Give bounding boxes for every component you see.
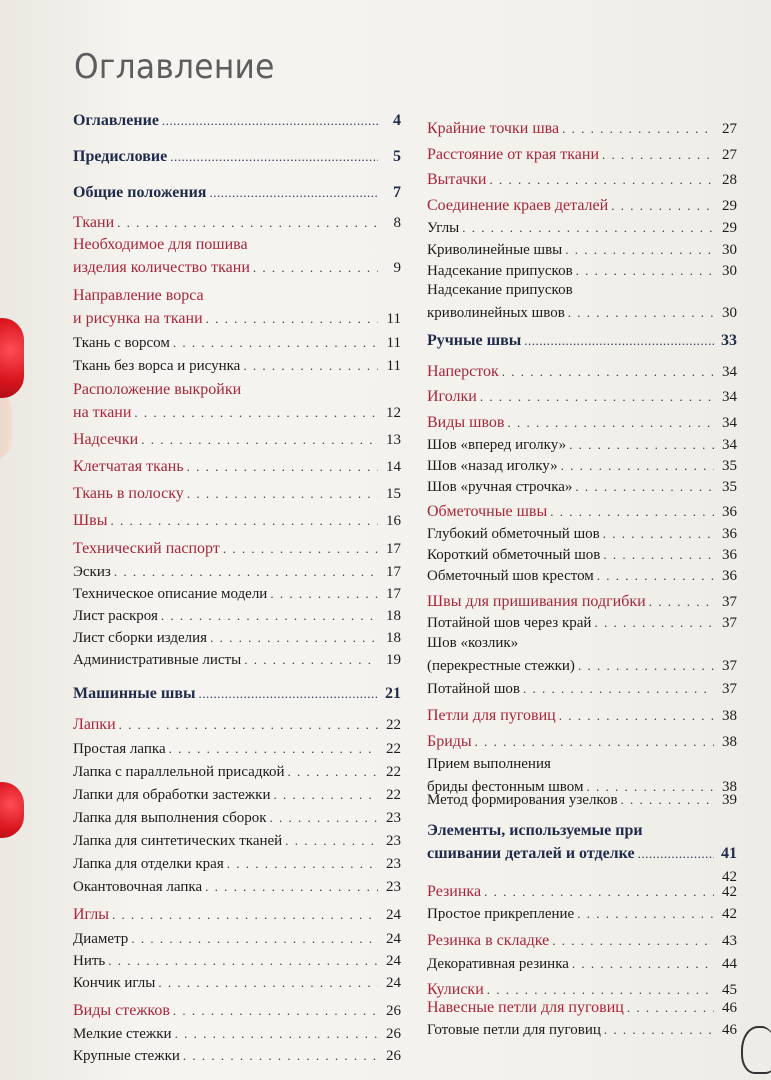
toc-entry[interactable] [427, 262, 737, 280]
toc-entry-label: Резинка в складке [427, 932, 550, 949]
toc-page-number: 29 [722, 220, 737, 236]
toc-page-number: 42 [722, 906, 737, 922]
toc-entry-label: Глубокий обметочный шов [427, 526, 600, 542]
toc-entry-label: Надсечки [73, 431, 139, 448]
toc-entry[interactable] [73, 404, 401, 422]
toc-entry[interactable] [73, 259, 401, 277]
leader-dots [114, 563, 378, 581]
toc-page-number: 46 [722, 1022, 737, 1038]
toc-page-number: 36 [722, 526, 737, 542]
leader-dots [550, 503, 714, 521]
toc-page-number: 35 [722, 479, 737, 495]
toc-entry-label: Шов «вперед иголку» [427, 437, 567, 453]
toc-entry-label: Ткани [73, 214, 115, 231]
toc-entry[interactable] [73, 855, 401, 873]
toc-entry[interactable] [73, 1047, 401, 1065]
toc-entry-line1 [427, 755, 737, 773]
toc-entry-label: Навесные петли для пуговиц [427, 999, 624, 1016]
toc-page-number: 11 [386, 311, 401, 327]
toc-page-number: 36 [722, 547, 737, 563]
leader-dots [462, 219, 714, 237]
toc-entry-label: Машинные швы [73, 685, 196, 702]
toc-entry[interactable] [427, 733, 737, 751]
toc-entry-label: Лапка для выполнения сборок [73, 810, 267, 826]
toc-entry[interactable] [73, 685, 401, 703]
toc-entry[interactable] [427, 332, 737, 350]
toc-page-number: 28 [722, 172, 737, 188]
toc-entry[interactable] [427, 219, 737, 237]
toc-entry-label: Клетчатая ткань [73, 458, 184, 475]
toc-entry[interactable] [427, 503, 737, 521]
leader-dots [507, 414, 714, 432]
toc-entry[interactable] [73, 563, 401, 581]
leader-dots [170, 148, 378, 166]
leader-dots [561, 457, 714, 475]
toc-entry-label: Резинка [427, 883, 482, 900]
leader-dots [649, 593, 714, 611]
toc-page-number: 22 [386, 741, 401, 757]
toc-entry-label: Эскиз [73, 564, 111, 580]
toc-page-number: 37 [722, 594, 737, 610]
toc-entry-label: Лапки для обработки застежки [73, 787, 271, 803]
toc-page-number: 39 [722, 792, 737, 808]
toc-entry[interactable] [73, 906, 401, 924]
leader-dots [187, 458, 378, 476]
toc-entry[interactable] [73, 184, 401, 202]
toc-page-number: 35 [722, 458, 737, 474]
toc-entry-label: Прием выполнения [427, 756, 551, 772]
toc-entry[interactable] [427, 414, 737, 432]
toc-entry[interactable] [73, 629, 401, 647]
toc-entry-label: Крупные стежки [73, 1048, 180, 1064]
toc-entry[interactable] [427, 883, 737, 901]
toc-page-number: 30 [722, 242, 737, 258]
toc-entry[interactable] [73, 1025, 401, 1043]
toc-entry[interactable] [427, 197, 737, 215]
toc-entry-label: (перекрестные стежки) [427, 658, 575, 674]
toc-page-number: 24 [386, 975, 401, 991]
toc-entry-label: Ручные швы [427, 332, 522, 349]
leader-dots [243, 357, 378, 375]
toc-entry[interactable] [73, 148, 401, 166]
leader-dots [604, 1021, 714, 1039]
leader-dots [273, 786, 378, 804]
leader-dots [210, 629, 378, 647]
toc-entry[interactable] [427, 525, 737, 543]
toc-entry-label: Окантовочная лапка [73, 879, 203, 895]
leader-dots [285, 832, 378, 850]
leader-dots [244, 651, 378, 669]
toc-entry[interactable] [427, 981, 737, 999]
toc-entry-label: и рисунка на ткани [73, 310, 203, 327]
toc-entry[interactable] [73, 651, 401, 669]
leader-dots [559, 707, 714, 725]
toc-entry[interactable] [73, 974, 401, 992]
toc-entry[interactable] [73, 607, 401, 625]
toc-entry[interactable] [427, 304, 737, 322]
toc-page-number: 8 [393, 215, 401, 231]
toc-entry[interactable] [427, 707, 737, 725]
toc-entry-label: Лапка для отделки края [73, 856, 224, 872]
toc-entry-label: Простая лапка [73, 741, 166, 757]
toc-page-number: 12 [386, 405, 401, 421]
toc-entry[interactable] [427, 905, 737, 923]
toc-page-number: 24 [386, 953, 401, 969]
toc-entry-label: сшивании деталей и отделке [427, 845, 635, 862]
toc-entry-label: Направление ворса [73, 287, 204, 304]
toc-entry[interactable] [73, 832, 401, 850]
toc-entry[interactable] [73, 485, 401, 503]
leader-dots [489, 171, 714, 189]
fingernail-top [0, 318, 24, 398]
toc-entry-label: Иглы [73, 906, 110, 923]
leader-dots [158, 974, 378, 992]
toc-page-number: 43 [722, 933, 737, 949]
leader-dots [475, 733, 714, 751]
toc-page-number: 34 [722, 437, 737, 453]
leader-dots [205, 878, 378, 896]
toc-entry-line1 [427, 281, 737, 299]
toc-page-number: 42 [722, 869, 737, 885]
toc-entry[interactable] [427, 171, 737, 189]
toc-page-number: 23 [386, 810, 401, 826]
leader-dots [523, 680, 714, 698]
leader-dots [576, 262, 714, 280]
toc-entry-label: Петли для пуговиц [427, 707, 556, 724]
leader-dots [603, 546, 714, 564]
toc-entry-label: Потайной шов через край [427, 615, 592, 631]
toc-entry-label: Наперсток [427, 363, 499, 380]
toc-page-number: 5 [393, 148, 401, 165]
leader-dots [270, 585, 378, 603]
leader-dots [569, 436, 714, 454]
toc-entry-label: Готовые петли для пуговиц [427, 1022, 601, 1038]
leader-dots [161, 607, 378, 625]
toc-entry-label: Диаметр [73, 931, 129, 947]
toc-entry[interactable] [427, 241, 737, 259]
toc-entry-label: Швы для пришивания подгибки [427, 593, 646, 610]
toc-entry-label: Вытачки [427, 171, 487, 188]
leader-dots [183, 1047, 378, 1065]
toc-page-number: 38 [722, 734, 737, 750]
toc-entry-label: Потайной шов [427, 681, 520, 697]
toc-entry[interactable] [73, 512, 401, 530]
leader-dots [602, 146, 714, 164]
toc-entry[interactable] [73, 930, 401, 948]
toc-page-number: 18 [386, 630, 401, 646]
toc-page-number: 26 [386, 1048, 401, 1064]
toc-entry[interactable] [73, 431, 401, 449]
leader-dots [565, 241, 714, 259]
toc-entry-label: Лапка с параллельной присадкой [73, 764, 285, 780]
toc-page-number: 30 [722, 305, 737, 321]
toc-entry[interactable] [73, 763, 401, 781]
toc-entry[interactable] [427, 614, 737, 632]
leader-dots [173, 1002, 378, 1020]
toc-entry[interactable] [73, 786, 401, 804]
toc-page-number: 46 [722, 1000, 737, 1016]
toc-page-number: 22 [386, 717, 401, 733]
toc-entry[interactable] [427, 388, 737, 406]
leader-dots [621, 791, 714, 809]
toc-entry-label: Обметочный шов крестом [427, 568, 594, 584]
toc-entry-label: Метод формирования узелков [427, 792, 618, 808]
leader-dots [603, 525, 714, 543]
leader-dots [577, 905, 714, 923]
toc-entry-label: Виды швов [427, 414, 505, 431]
toc-entry[interactable] [73, 716, 401, 734]
leader-dots [575, 478, 714, 496]
toc-entry-line1 [73, 236, 401, 254]
toc-entry[interactable] [73, 740, 401, 758]
toc-entry-label: Надсекание припусков [427, 282, 573, 298]
toc-entry[interactable] [427, 845, 737, 863]
corner-emblem-icon [741, 1026, 771, 1074]
leader-dots [611, 197, 714, 215]
leader-dots [187, 485, 378, 503]
leader-dots [288, 763, 378, 781]
toc-entry-label: Лапка для синтетических тканей [73, 833, 283, 849]
toc-entry[interactable] [73, 585, 401, 603]
toc-page-number: 37 [722, 658, 737, 674]
toc-entry[interactable] [73, 809, 401, 827]
leader-dots [253, 259, 378, 277]
toc-page-number: 11 [386, 358, 401, 374]
toc-entry-label: Декоративная резинка [427, 956, 569, 972]
toc-page-number: 30 [722, 263, 737, 279]
toc-entry-label: Короткий обметочный шов [427, 547, 601, 563]
toc-entry-label: Кончик иглы [73, 975, 156, 991]
toc-page-number: 33 [721, 332, 737, 349]
toc-page-number: 38 [722, 779, 737, 795]
toc-page-number: 36 [722, 504, 737, 520]
toc-entry[interactable] [427, 999, 737, 1017]
leader-dots [597, 567, 714, 585]
toc-page-number: 18 [386, 608, 401, 624]
leader-dots [480, 388, 714, 406]
toc-entry-label: Шов «назад иголку» [427, 458, 558, 474]
toc-entry-label: Простое прикрепление [427, 906, 575, 922]
toc-entry[interactable] [427, 1021, 737, 1039]
toc-entry[interactable] [73, 310, 401, 328]
toc-page-number: 34 [722, 389, 737, 405]
leader-dots [487, 981, 714, 999]
toc-entry-label: Оглавление [73, 112, 159, 129]
toc-page-number: 7 [393, 184, 401, 201]
toc-entry-label: Технический паспорт [73, 540, 220, 557]
toc-entry-label: Элементы, используемые при [427, 822, 643, 839]
leader-dots [209, 184, 378, 202]
toc-page-number: 24 [386, 931, 401, 947]
toc-page-number: 26 [386, 1026, 401, 1042]
leader-dots [199, 685, 379, 703]
toc-entry-label: Виды стежков [73, 1002, 170, 1019]
leader-dots [131, 930, 378, 948]
toc-entry-label: Крайние точки шва [427, 120, 560, 137]
toc-entry[interactable] [427, 457, 737, 475]
toc-entry-label: Общие положения [73, 184, 207, 201]
toc-page-number: 44 [722, 956, 737, 972]
toc-page-number: 37 [722, 615, 737, 631]
toc-entry[interactable] [427, 680, 737, 698]
toc-entry-label: Лист сборки изделия [73, 630, 208, 646]
leader-dots [141, 431, 378, 449]
toc-entry[interactable] [73, 214, 401, 232]
toc-entry[interactable] [73, 357, 401, 375]
toc-entry-label: Шов «ручная строчка» [427, 479, 573, 495]
toc-entry[interactable] [73, 952, 401, 970]
toc-page-number: 45 [722, 982, 737, 998]
leader-dots [223, 540, 378, 558]
leader-dots [173, 334, 378, 352]
leader-dots [552, 932, 714, 950]
toc-entry[interactable] [427, 436, 737, 454]
toc-page-number: 4 [393, 112, 401, 129]
toc-entry-line1 [73, 381, 401, 399]
toc-page-number: 26 [386, 1003, 401, 1019]
toc-entry-label: Надсекание припусков [427, 263, 573, 279]
toc-page-number: 41 [721, 845, 737, 862]
toc-entry-label: Иголки [427, 388, 477, 405]
leader-dots [175, 1025, 378, 1043]
toc-entry[interactable] [73, 1002, 401, 1020]
toc-entry-label: Углы [427, 220, 460, 236]
toc-entry-label: криволинейных швов [427, 305, 565, 321]
leader-dots [524, 332, 714, 350]
toc-entry[interactable] [73, 540, 401, 558]
toc-entry[interactable] [427, 478, 737, 496]
toc-page-number: 23 [386, 833, 401, 849]
toc-entry-label: Бриды [427, 733, 472, 750]
toc-entry-label: Шов «козлик» [427, 635, 519, 651]
toc-entry-label: Криволинейные швы [427, 242, 563, 258]
toc-entry[interactable] [427, 657, 737, 675]
toc-entry-label: бриды фестонным швом [427, 779, 584, 795]
leader-dots [568, 304, 714, 322]
toc-page-number: 23 [386, 879, 401, 895]
toc-page-number: 22 [386, 787, 401, 803]
leader-dots [169, 740, 378, 758]
leader-dots [134, 404, 378, 422]
leader-dots [578, 657, 714, 675]
toc-entry-label: Швы [73, 512, 108, 529]
toc-page-number: 16 [386, 513, 401, 529]
toc-entry-label: Обметочные швы [427, 503, 548, 520]
toc-entry[interactable] [427, 120, 737, 138]
toc-entry[interactable] [427, 791, 737, 809]
toc-entry[interactable] [427, 593, 737, 611]
toc-entry-line1 [427, 822, 737, 840]
toc-entry[interactable] [73, 458, 401, 476]
leader-dots [227, 855, 378, 873]
toc-entry-label: Лапки [73, 716, 116, 733]
toc-entry-label: на ткани [73, 404, 132, 421]
toc-page-number: 37 [722, 681, 737, 697]
toc-entry-label: Ткань без ворса и рисунка [73, 358, 241, 374]
toc-page-number: 22 [386, 764, 401, 780]
toc-page-number: 42 [722, 884, 737, 900]
leader-dots [638, 845, 714, 863]
leader-dots [562, 120, 714, 138]
toc-entry-label: Административные листы [73, 652, 242, 668]
toc-entry-label: Мелкие стежки [73, 1026, 172, 1042]
toc-entry-label: Ткань с ворсом [73, 335, 170, 351]
leader-dots [162, 112, 378, 130]
toc-entry-label: изделия количество ткани [73, 259, 250, 276]
toc-entry[interactable] [73, 334, 401, 352]
toc-page-number: 34 [722, 364, 737, 380]
leader-dots [119, 716, 378, 734]
leader-dots [270, 809, 378, 827]
toc-entry-label: Предисловие [73, 148, 168, 165]
toc-entry-label: Ткань в полоску [73, 485, 184, 502]
leader-dots [110, 512, 378, 530]
toc-entry[interactable] [427, 546, 737, 564]
leader-dots [502, 363, 714, 381]
leader-dots [117, 214, 378, 232]
toc-entry[interactable] [427, 955, 737, 973]
toc-page-number: 17 [386, 586, 401, 602]
leader-dots [572, 955, 714, 973]
toc-page-number: 27 [722, 121, 737, 137]
toc-page-number: 17 [386, 564, 401, 580]
toc-page-number: 38 [722, 708, 737, 724]
toc-entry-label: Кулиски [427, 981, 484, 998]
toc-entry[interactable] [73, 112, 401, 130]
toc-page-number: 24 [386, 907, 401, 923]
toc-entry[interactable] [73, 878, 401, 896]
toc-page-number: 15 [386, 486, 401, 502]
toc-page-number: 34 [722, 415, 737, 431]
toc-entry-label: Соединение краев деталей [427, 197, 609, 214]
page-title: Оглавление [74, 46, 275, 87]
toc-entry-line1 [73, 287, 401, 305]
leader-dots [484, 883, 714, 901]
leader-dots [108, 952, 378, 970]
toc-page-number: 19 [386, 652, 401, 668]
toc-entry[interactable] [427, 363, 737, 381]
toc-page-number: 17 [386, 541, 401, 557]
toc-page-number: 29 [722, 198, 737, 214]
leader-dots [594, 614, 714, 632]
toc-page-number: 23 [386, 856, 401, 872]
leader-dots [206, 310, 378, 328]
toc-page-number: 11 [386, 335, 401, 351]
toc-entry[interactable] [427, 146, 737, 164]
toc-entry-label: Техническое описание модели [73, 586, 268, 602]
toc-entry-line1 [427, 634, 737, 652]
toc-page-number: 14 [386, 459, 401, 475]
toc-page-number: 27 [722, 147, 737, 163]
leader-dots [627, 999, 714, 1017]
toc-page-number: 36 [722, 568, 737, 584]
toc-entry-label: Лист раскроя [73, 608, 158, 624]
toc-entry-label: Расположение выкройки [73, 381, 242, 398]
leader-dots [112, 906, 378, 924]
toc-entry-label: Необходимое для пошива [73, 236, 248, 253]
toc-entry-label: Расстояние от края ткани [427, 146, 600, 163]
toc-entry-label: Нить [73, 953, 106, 969]
toc-entry[interactable] [427, 932, 737, 950]
toc-page-number: 21 [385, 685, 401, 702]
toc-page-number: 9 [393, 260, 401, 276]
toc-entry[interactable] [427, 567, 737, 585]
toc-page-number: 13 [386, 432, 401, 448]
